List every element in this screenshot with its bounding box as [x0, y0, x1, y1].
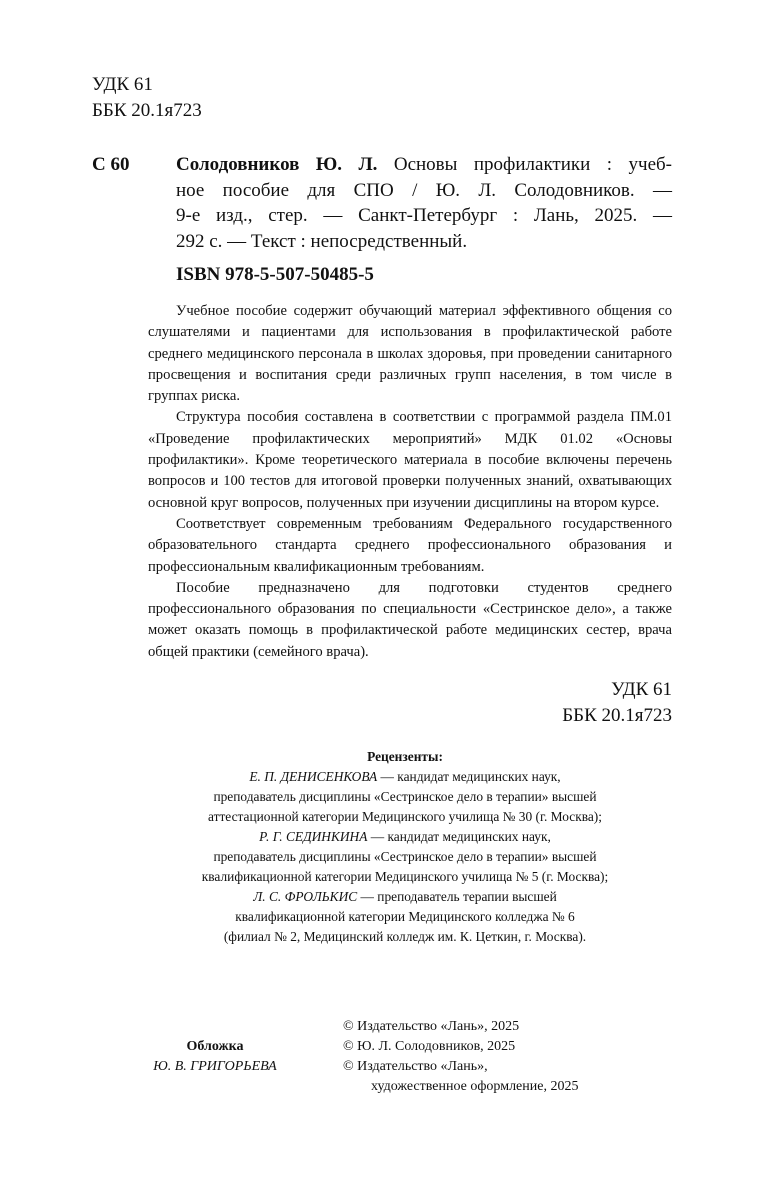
- copyright-line: © Издательство «Лань»,: [343, 1059, 488, 1075]
- reviewer-name: Р. Г. СЕДИНКИНА: [259, 829, 368, 845]
- bbk-code: ББК 20.1я723: [562, 705, 672, 727]
- reviewers: [110, 747, 700, 947]
- copyright: [343, 1017, 578, 1097]
- copyright-line: © Ю. Л. Солодовников, 2025: [343, 1039, 516, 1055]
- reviewer-info: квалификационной категории Медицинского колледжа № 6: [235, 909, 575, 925]
- classification-bottom: [92, 677, 672, 729]
- bibliographic-record: [92, 152, 672, 254]
- author-mark: С 60: [92, 154, 130, 175]
- reviewer-name: Е. П. ДЕНИСЕНКОВА: [249, 769, 378, 785]
- entry-line: Основы профилактики : учеб-: [377, 154, 673, 175]
- reviewers-title: Рецензенты:: [367, 749, 443, 765]
- reviewer-info: аттестационной категории Медицинского училища № 30 (г. Москва);: [208, 809, 602, 825]
- entry-line: 292 с. — Текст : непосредственный.: [176, 230, 468, 252]
- udk-code: УДК 61: [611, 679, 672, 701]
- isbn: ISBN 978-5-507-50485-5: [176, 264, 374, 285]
- reviewer-info: — преподаватель терапии высшей: [357, 889, 557, 905]
- bibliographic-entry: [176, 152, 672, 254]
- classification-top: [92, 72, 672, 124]
- reviewer-name: Л. С. ФРОЛЬКИС: [253, 889, 358, 905]
- entry-line: ное пособие для СПО / Ю. Л. Солодовников. —: [176, 179, 672, 201]
- cover-label: Обложка: [186, 1039, 244, 1055]
- abstract-paragraph: Соответствует современным требованиям Федерального государственного образовательного стандарта среднего профессионального образования и профессиональным квалификационным требованиям.: [148, 515, 672, 575]
- reviewer-info: — кандидат медицинских наук,: [367, 829, 551, 845]
- cover-artist: Ю. В. ГРИГОРЬЕВА: [153, 1059, 277, 1075]
- credits: [92, 1017, 672, 1097]
- copyright-line: © Издательство «Лань», 2025: [343, 1019, 520, 1035]
- reviewer-info: преподаватель дисциплины «Сестринское дело в терапии» высшей: [213, 849, 597, 865]
- copyright-line: художественное оформление, 2025: [371, 1079, 579, 1095]
- abstract: [148, 301, 672, 663]
- udk-code: УДК 61: [92, 74, 153, 95]
- reviewer-info: преподаватель дисциплины «Сестринское дело в терапии» высшей: [213, 789, 597, 805]
- abstract-paragraph: Учебное пособие содержит обучающий материал эффективного общения со слушателями и пациентами для использования в профилактической работе среднего медицинского персонала в школах здоровья, при проведении санитарного просвещения и воспитания среди различных групп населения, в том числе в группах риска.: [148, 303, 672, 405]
- reviewer-info: (филиал № 2, Медицинский колледж им. К. Цеткин, г. Москва).: [223, 929, 587, 945]
- reviewer-info: квалификационной категории Медицинского училища № 5 (г. Москва);: [201, 869, 609, 885]
- reviewer-info: — кандидат медицинских наук,: [377, 769, 561, 785]
- cover-credit: [130, 1037, 300, 1077]
- abstract-paragraph: Структура пособия составлена в соответствии с программой раздела ПМ.01 «Проведение профилактических мероприятий» МДК 01.02 «Основы профилактики». Кроме теоретического материала в пособие включены перечень вопросов и 100 тестов для итоговой проверки полученных знаний, охватывающих основной круг вопросов, полученных при изучении дисциплины на втором курсе.: [148, 409, 672, 511]
- bbk-code: ББК 20.1я723: [92, 100, 202, 121]
- author: Солодовников Ю. Л.: [176, 154, 378, 175]
- abstract-paragraph: Пособие предназначено для подготовки студентов среднего профессионального образования по специальности «Сестринское дело», а также может оказать помощь в профилактической работе медицинских сестер, врача общей практики (семейного врача).: [148, 579, 672, 660]
- entry-line: 9-е изд., стер. — Санкт-Петербург : Лань, 2025. —: [176, 205, 672, 226]
